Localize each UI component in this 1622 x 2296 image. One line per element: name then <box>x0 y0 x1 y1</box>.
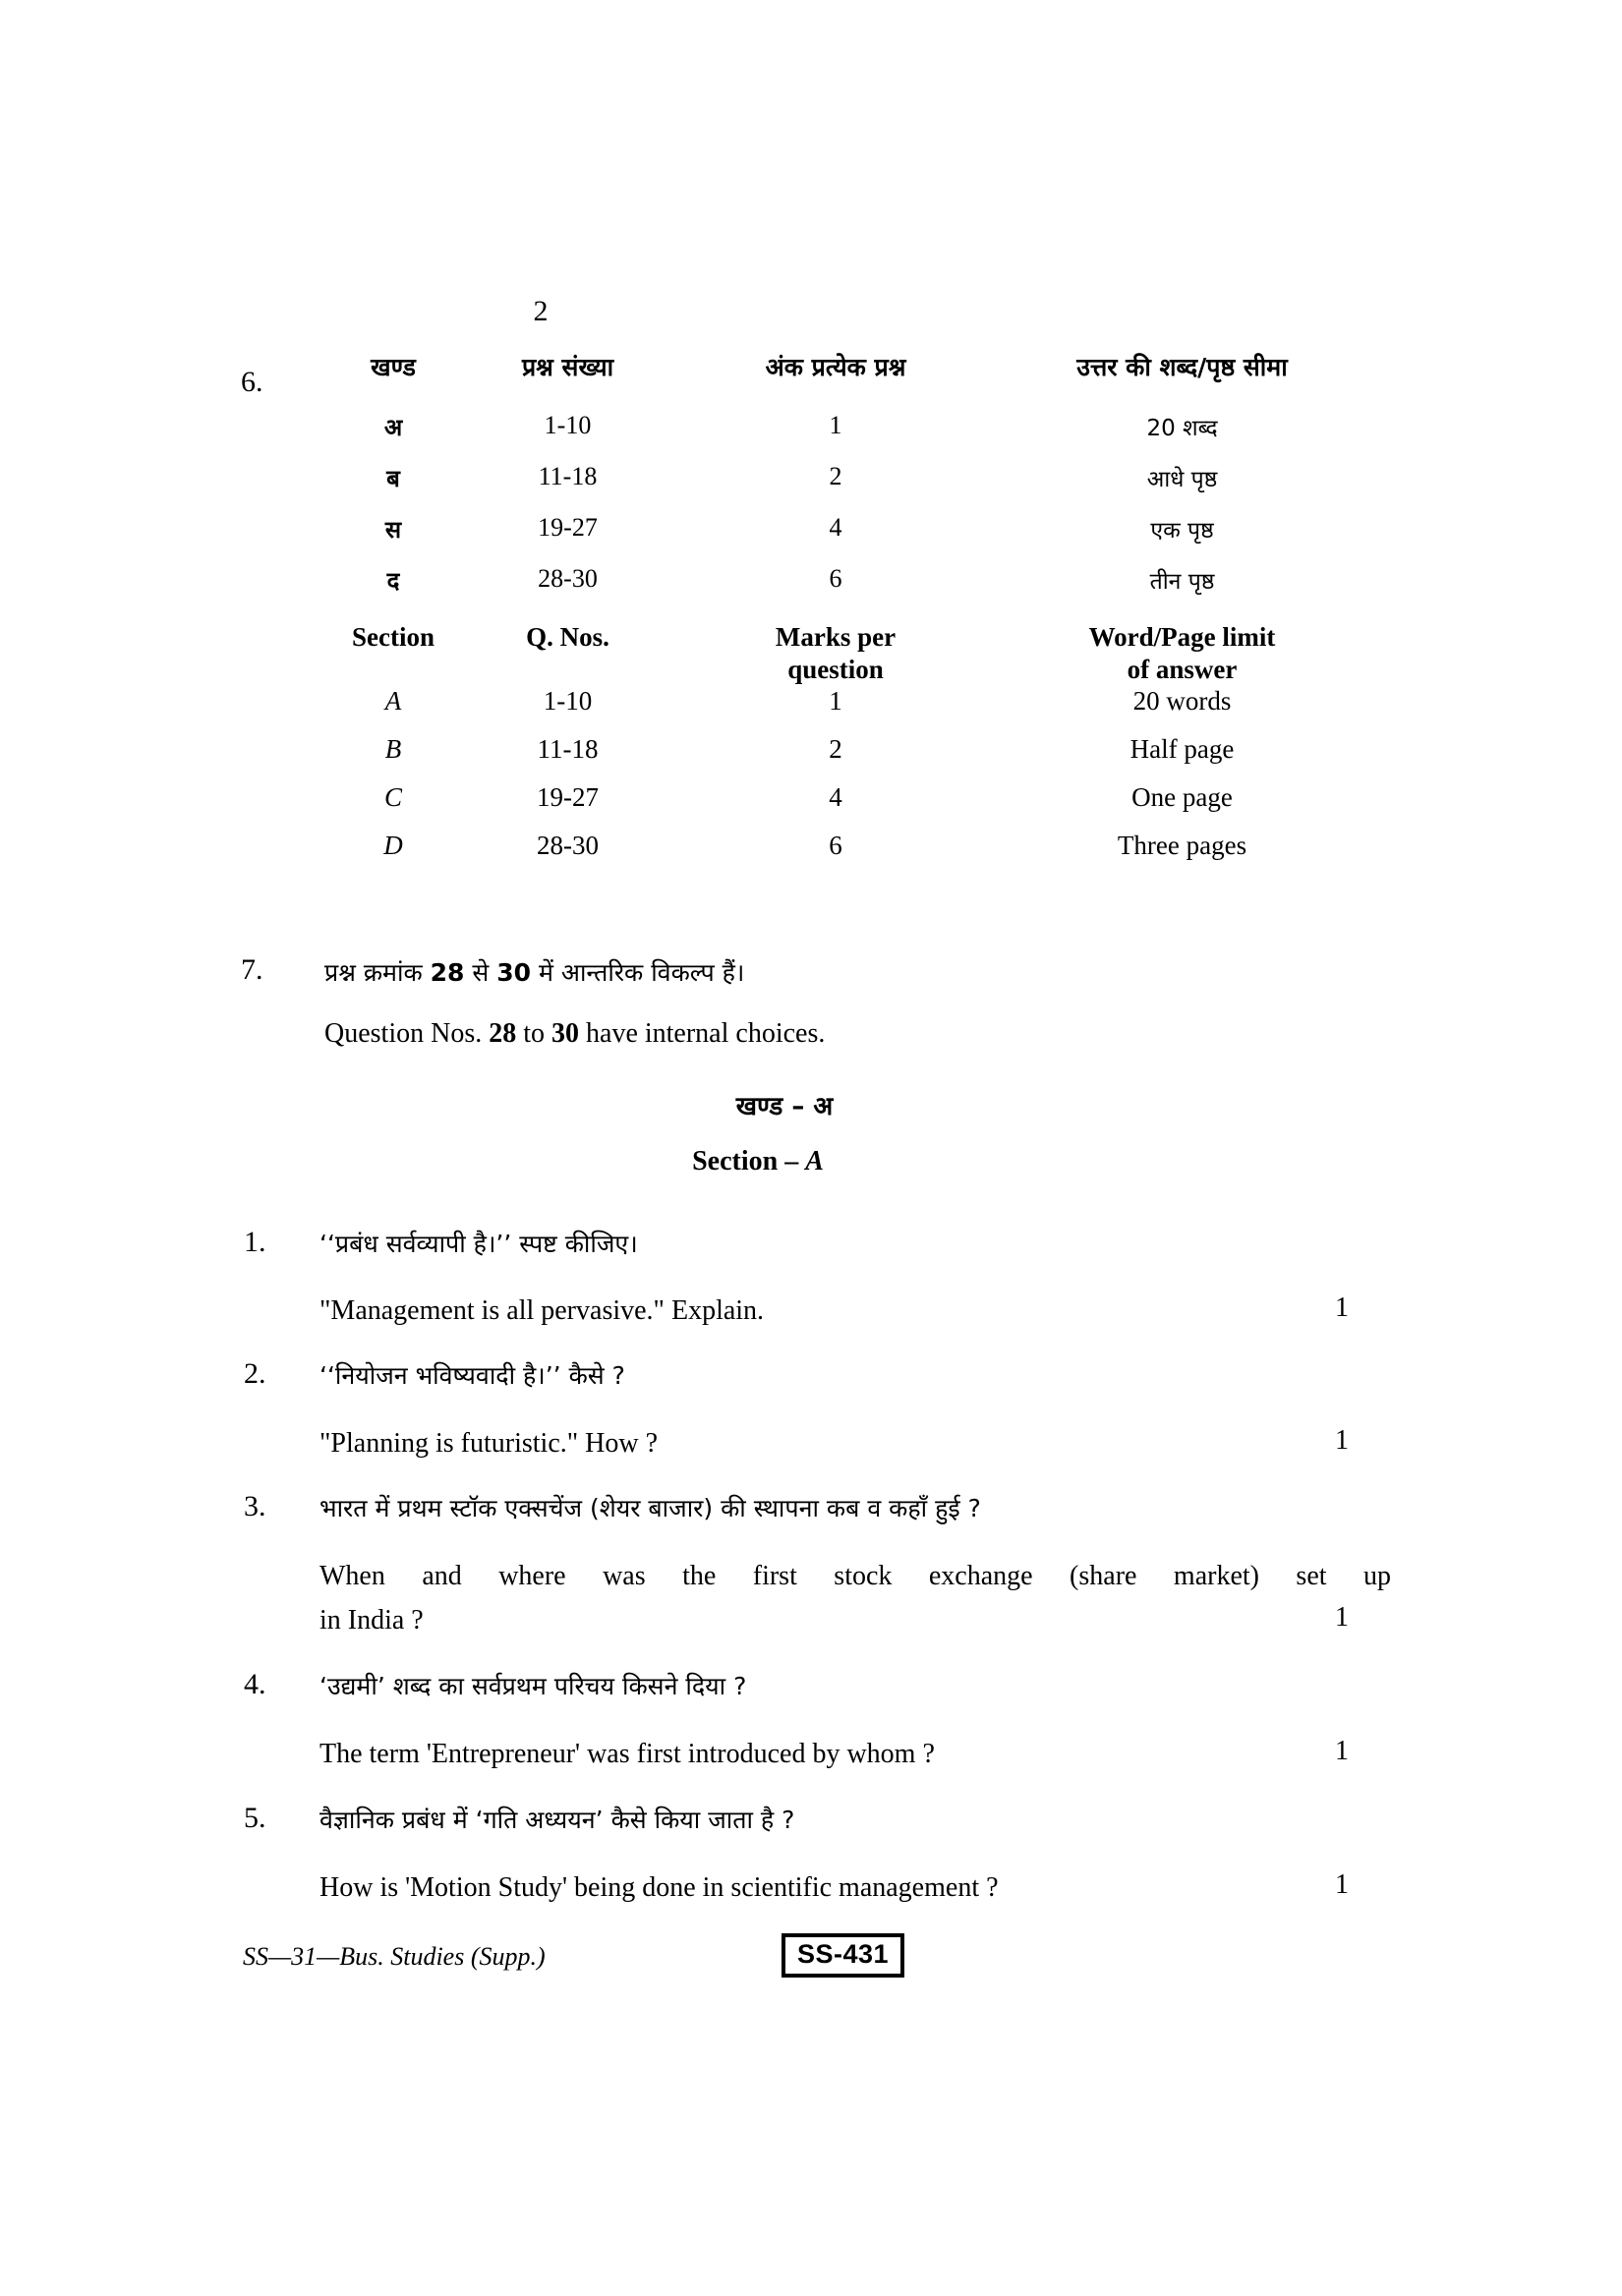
question-4-hindi: ‘उद्यमी’ शब्द का सर्वप्रथम परिचय किसने दिया ? <box>319 1672 747 1700</box>
section-heading-english-label: Section – <box>692 1146 806 1177</box>
question-2-number: 2. <box>244 1357 266 1390</box>
cell-marks: 1 <box>829 411 842 439</box>
instruction-6-number: 6. <box>241 366 263 398</box>
instruction-7-hindi-part5: में आन्तरिक विकल्प हैं। <box>531 958 745 987</box>
header-english-wordlimit <box>998 615 1366 686</box>
cell-limit: 20 words <box>1132 685 1232 716</box>
question-4-english: The term 'Entrepreneur' was first introduced by whom ? <box>319 1739 935 1769</box>
cell-section: D <box>383 830 403 860</box>
header-hindi-section: खण्ड <box>371 353 416 381</box>
question-5-number: 5. <box>244 1802 266 1834</box>
cell-marks: 2 <box>829 733 842 764</box>
cell-qnos: 19-27 <box>537 781 599 812</box>
cell-marks: 6 <box>829 830 842 860</box>
question-1-number: 1. <box>244 1226 266 1258</box>
header-english-wordlimit-line2: of answer <box>1127 654 1238 684</box>
instruction-7-hindi <box>324 955 744 989</box>
cell-qnos: 11-18 <box>537 733 599 764</box>
table-row <box>324 831 1366 879</box>
cell-marks: 4 <box>829 781 842 812</box>
instruction-7-english-from: 28 <box>489 1018 517 1049</box>
cell-qnos: 19-27 <box>538 513 598 542</box>
header-english-section: Section <box>352 622 434 652</box>
cell-marks: 1 <box>829 685 842 716</box>
cell-qnos: 1-10 <box>544 411 592 439</box>
question-3-hindi: भारत में प्रथम स्टॉक एक्सचेंज (शेयर बाजार) की स्थापना कब व कहाँ हुई ? <box>319 1494 981 1522</box>
question-4-number: 4. <box>244 1668 266 1700</box>
question-4-marks: 1 <box>1335 1736 1349 1766</box>
instruction-7-hindi-part1: प्रश्न क्रमांक <box>324 958 431 987</box>
instruction-7-hindi-part3: से <box>464 958 497 987</box>
question-3-marks: 1 <box>1335 1602 1349 1633</box>
cell-limit: आधे पृष्ठ <box>1146 467 1218 492</box>
instruction-7-number: 7. <box>241 953 263 986</box>
table-row <box>324 462 1366 513</box>
header-english-qnos: Q. Nos. <box>526 622 609 652</box>
table-header-row-hindi <box>324 350 1366 411</box>
marks-distribution-table <box>324 350 1366 879</box>
section-heading-hindi <box>0 1087 1622 1122</box>
footer-subject-note: SS—31—Bus. Studies (Supp.) <box>243 1942 546 1971</box>
question-1-marks: 1 <box>1335 1292 1349 1323</box>
section-heading-hindi-text: खण्ड – अ <box>735 1092 834 1121</box>
table-row <box>324 734 1366 782</box>
instruction-7-hindi-to: 30 <box>496 958 532 987</box>
cell-marks: 4 <box>829 513 842 542</box>
cell-section: A <box>384 685 402 716</box>
instruction-7-english-to: 30 <box>551 1018 580 1049</box>
question-2-hindi: ‘‘नियोजन भविष्यवादी है।’’ कैसे ? <box>319 1361 625 1390</box>
cell-qnos: 28-30 <box>537 830 599 860</box>
instruction-7-english <box>324 1018 825 1050</box>
question-5-marks: 1 <box>1335 1869 1349 1900</box>
cell-limit: 20 शब्द <box>1146 416 1218 441</box>
instruction-7-english-part5: have internal choices. <box>579 1018 826 1049</box>
instruction-7-english-part3: to <box>516 1018 552 1049</box>
header-english-wordlimit-line1: Word/Page limit <box>1088 622 1276 652</box>
paper-code-box: SS-431 <box>782 1933 904 1978</box>
cell-limit: Half page <box>1130 733 1235 764</box>
table-row <box>324 782 1366 831</box>
table-row <box>324 564 1366 615</box>
cell-marks: 6 <box>829 564 842 593</box>
cell-section: द <box>386 567 400 595</box>
instruction-7-english-part1: Question Nos. <box>324 1018 490 1049</box>
cell-limit: एक पृष्ठ <box>1150 518 1214 544</box>
question-2-english: "Planning is futuristic." How ? <box>319 1428 659 1459</box>
question-5-hindi: वैज्ञानिक प्रबंध में ‘गति अध्ययन’ कैसे किया जाता है ? <box>319 1806 795 1834</box>
question-1-hindi: ‘‘प्रबंध सर्वव्यापी है।’’ स्पष्ट कीजिए। <box>319 1230 638 1258</box>
instruction-7-hindi-from: 28 <box>430 958 465 987</box>
question-3-english-line2: in India ? <box>319 1605 424 1636</box>
header-english-marks <box>673 615 998 686</box>
header-hindi-wordlimit: उत्तर की शब्द/पृष्ठ सीमा <box>1076 353 1288 381</box>
table-row <box>324 686 1366 734</box>
question-3-english-line1: When and where was the first stock exchange (share market) set up <box>319 1561 1391 1591</box>
cell-qnos: 11-18 <box>538 462 598 490</box>
section-heading-english <box>0 1146 1622 1177</box>
page-number <box>0 295 1622 328</box>
question-3-number: 3. <box>244 1490 266 1522</box>
cell-section: B <box>384 733 402 764</box>
header-english-marks-line2: question <box>787 654 884 684</box>
header-hindi-qnos: प्रश्न संख्या <box>521 353 614 381</box>
table-row <box>324 411 1366 462</box>
cell-qnos: 1-10 <box>543 685 593 716</box>
header-english-marks-line1: Marks per <box>775 622 897 652</box>
cell-qnos: 28-30 <box>538 564 598 593</box>
cell-section: ब <box>386 465 400 492</box>
section-heading-english-letter: A <box>805 1146 824 1177</box>
table-row <box>324 513 1366 564</box>
question-5-english: How is 'Motion Study' being done in scientific management ? <box>319 1872 999 1903</box>
cell-limit: तीन पृष्ठ <box>1149 569 1215 595</box>
question-1-english: "Management is all pervasive." Explain. <box>319 1295 765 1326</box>
question-2-marks: 1 <box>1335 1425 1349 1456</box>
cell-section: स <box>384 516 402 544</box>
header-hindi-marks: अंक प्रत्येक प्रश्न <box>765 353 906 381</box>
cell-section: अ <box>383 414 403 441</box>
page-number-value: 2 <box>533 295 549 327</box>
cell-section: C <box>383 781 402 812</box>
cell-marks: 2 <box>829 462 842 490</box>
cell-limit: Three pages <box>1117 830 1247 860</box>
table-header-row-english <box>324 615 1366 686</box>
cell-limit: One page <box>1131 781 1233 812</box>
